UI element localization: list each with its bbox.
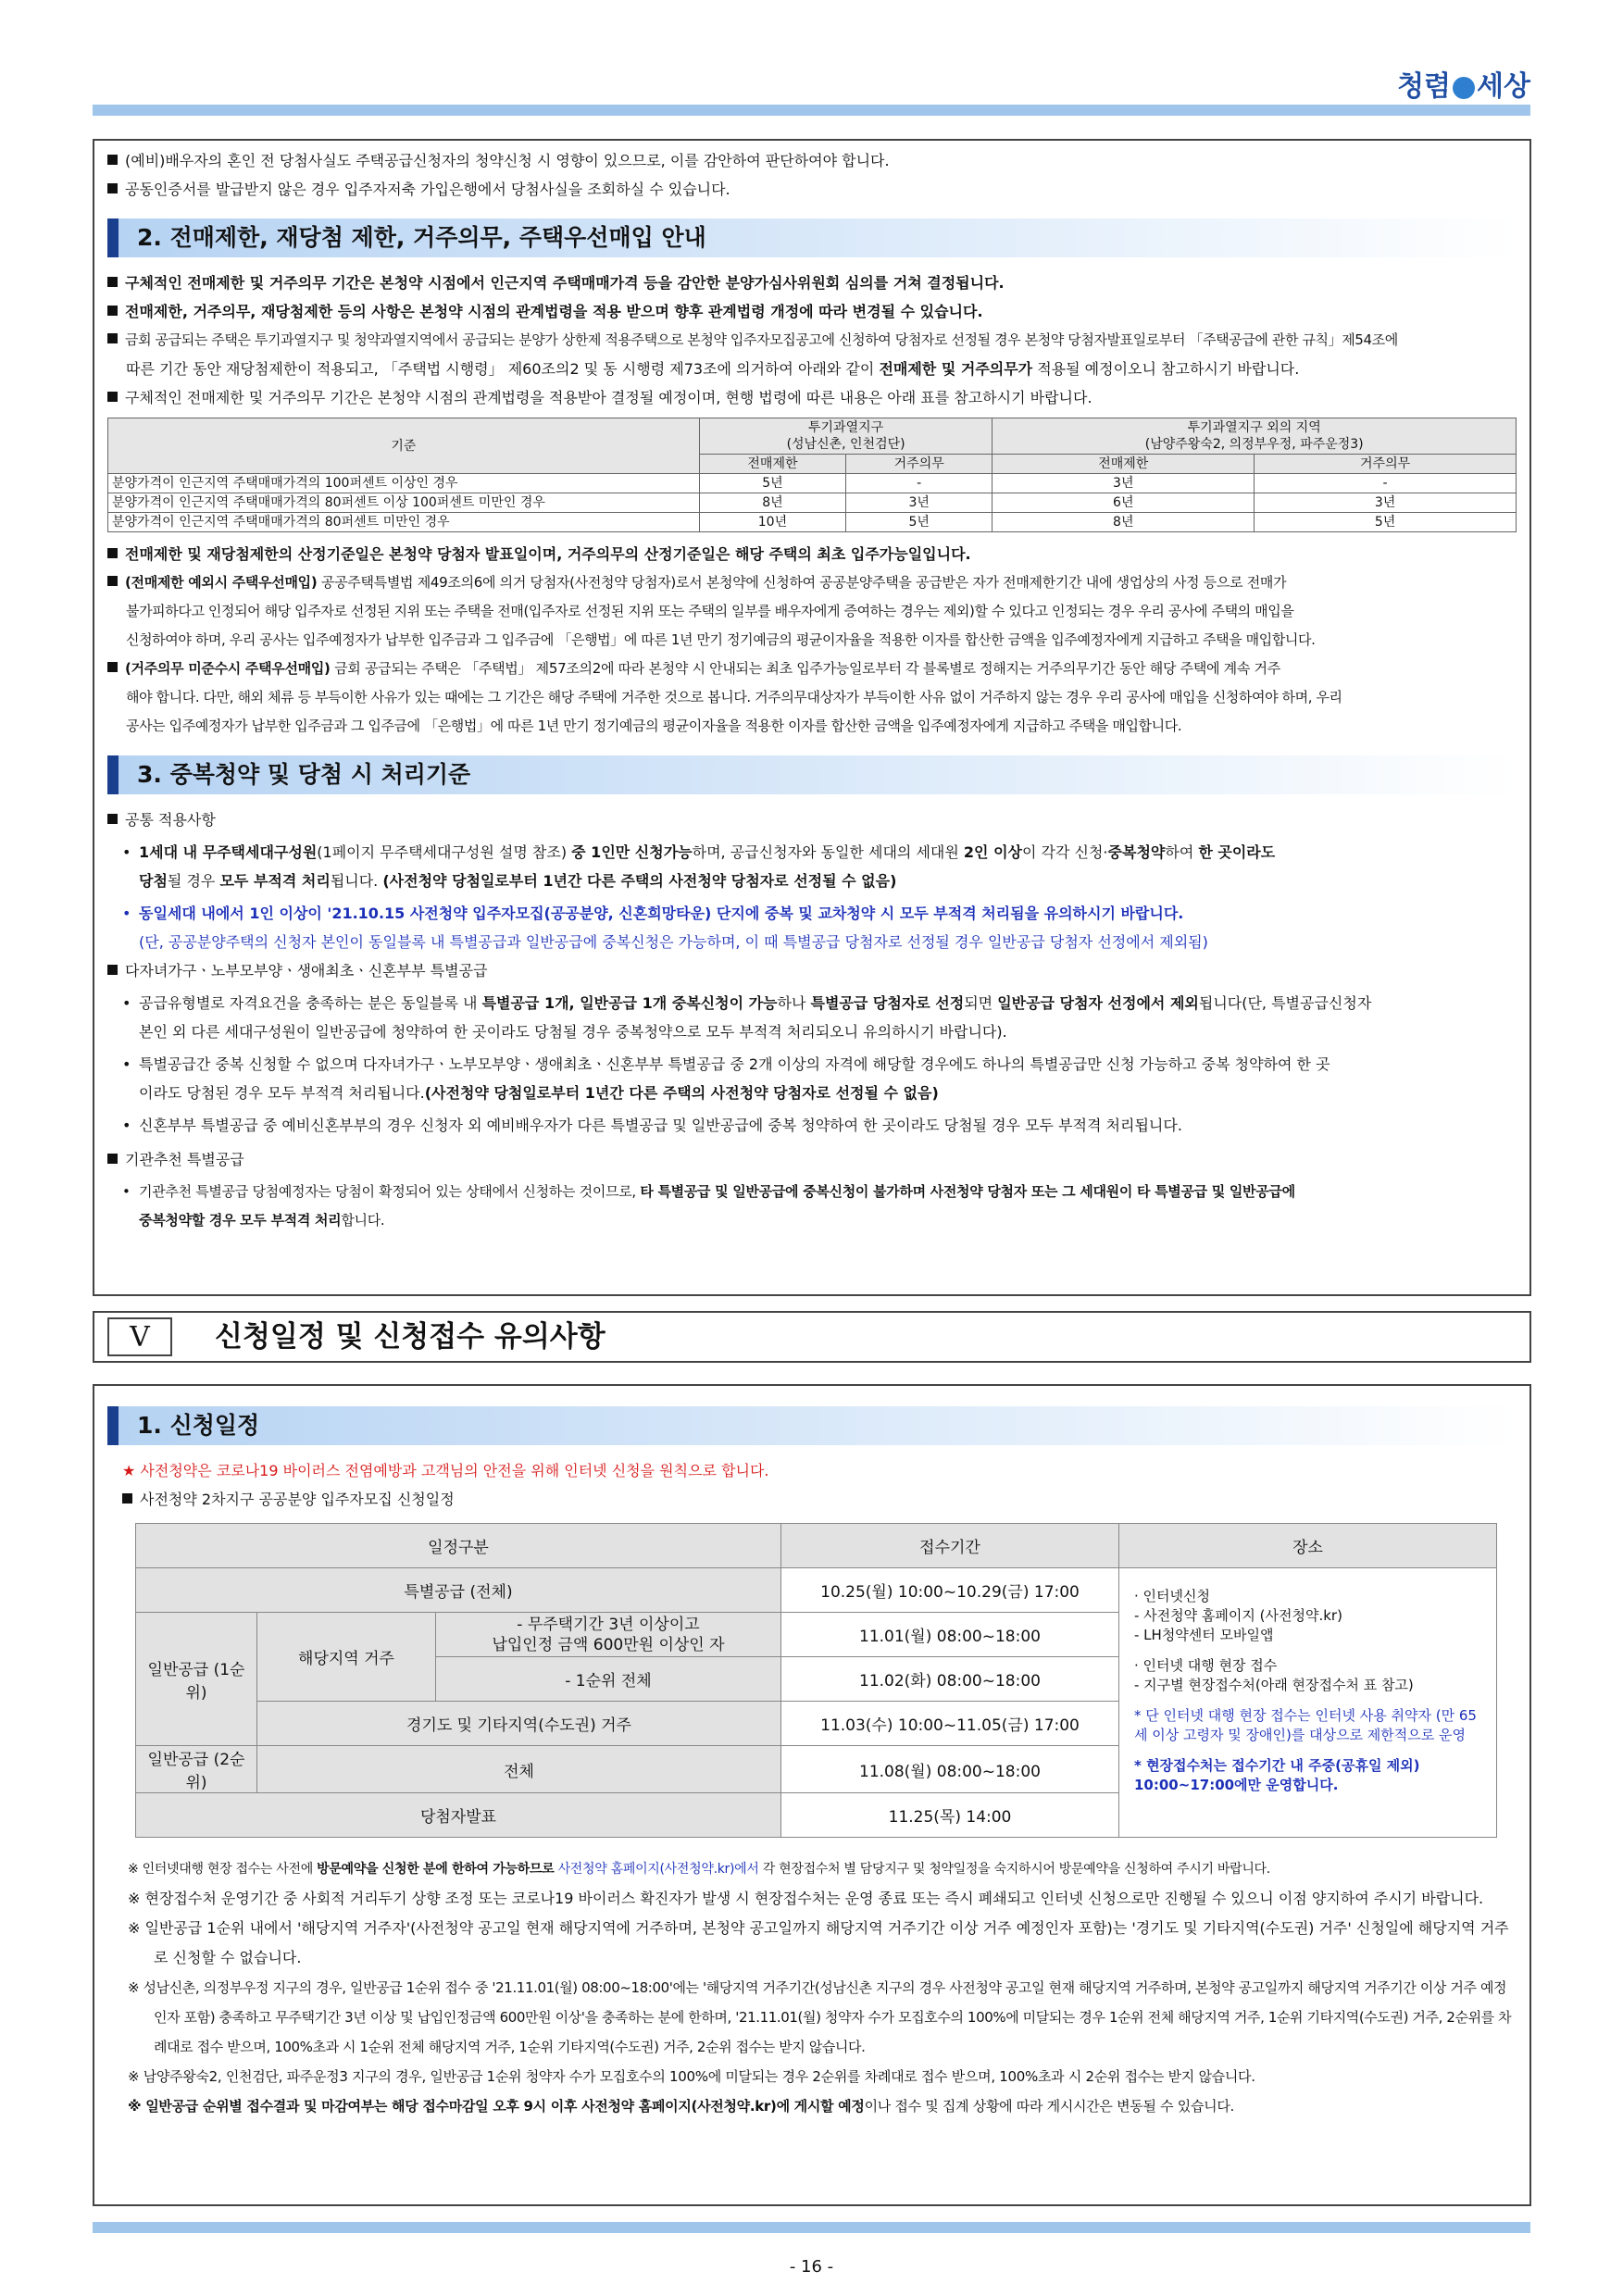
special-supply-label: 다자녀가구ㆍ노부모부양ㆍ생애최초ㆍ신혼부부 특별공급 [107, 956, 1517, 985]
table-row [108, 474, 1517, 493]
schedule-cell: 당첨자발표 [136, 1793, 781, 1838]
note-6: ※ 일반공급 순위별 접수결과 및 마감여부는 해당 접수마감일 오후 9시 이후 사전청약 홈페이지(사전청약.kr)에 게시할 예정이나 접수 및 집계 상황에 따라 게시시간은 변동될 수 있습니다. [128, 2098, 1234, 2115]
square-bullet-icon [107, 662, 118, 672]
table-cell: 분양가격이 인근지역 주택매매가격의 80퍼센트 미만인 경우 [108, 513, 700, 532]
schedule-cell: 10.25(월) 10:00~10.29(금) 17:00 [781, 1568, 1119, 1613]
resale-restriction-table [107, 418, 1517, 532]
top-rule [93, 105, 1530, 116]
schedule-cell: - 무주택기간 3년 이상이고 납입인정 금액 600만원 이상인 자 [436, 1613, 781, 1657]
section-v1-heading: 1. 신청일정 [107, 1406, 1517, 1445]
table-subheader: 전매제한 [699, 455, 845, 474]
schedule-cell: 11.08(월) 08:00~18:00 [781, 1746, 1119, 1793]
resale-para-5: 전매제한 및 재당첨제한의 산정기준일은 본청약 당첨자 발표일이며, 거주의무의 산정기준일은 해당 주택의 최초 입주가능일입니다. [107, 540, 1517, 568]
resale-para-3: 금회 공급되는 주택은 투기과열지구 및 청약과열지역에서 공급되는 분양가 상한제 적용주택으로 본청약 입주자모집공고에 신청하여 당첨자로 선정될 경우 본청약 당첨자발표일로부터 「주택공급에 관한 규칙」제54조에 [107, 326, 1517, 355]
table-row [108, 513, 1517, 532]
schedule-table [135, 1523, 1497, 1838]
footer-rule [93, 2222, 1530, 2233]
online-notice: ★ 사전청약은 코로나19 바이러스 전염예방과 고객님의 안전을 위해 인터넷 신청을 원칙으로 합니다. [122, 1462, 769, 1479]
table-cell: 분양가격이 인근지역 주택매매가격의 80퍼센트 이상 100퍼센트 미만인 경우 [108, 493, 700, 513]
schedule-cell: 경기도 및 기타지역(수도권) 거주 [257, 1702, 781, 1746]
square-bullet-icon [107, 183, 118, 193]
schedule-header-category: 일정구분 [136, 1524, 781, 1568]
table-header-overheated: 투기과열지구 (성남신촌, 인천검단) [699, 418, 993, 455]
schedule-cell: 특별공급 (전체) [136, 1568, 781, 1613]
square-bullet-icon [107, 965, 118, 975]
intro-line-2: 공동인증서를 발급받지 않은 경우 입주자저축 가입은행에서 당첨사실을 조회하실 수 있습니다. [107, 175, 1517, 204]
place-line: - 지구별 현장접수처(아래 현장접수처 표 참고) [1134, 1677, 1414, 1693]
schedule-cell: - 1순위 전체 [436, 1657, 781, 1702]
table-cell: - [846, 474, 993, 493]
table-cell: 3년 [846, 493, 993, 513]
table-cell: 5년 [846, 513, 993, 532]
chapter-heading [93, 1311, 1531, 1363]
schedule-cell: 11.03(수) 10:00~11.05(금) 17:00 [781, 1702, 1119, 1746]
square-bullet-icon [122, 1493, 132, 1504]
schedule-cell: 11.02(화) 08:00~18:00 [781, 1657, 1119, 1702]
special-item-3: • 신혼부부 특별공급 중 예비신혼부부의 경우 신청자 외 예비배우자가 다른 특별공급 및 일반공급에 중복 청약하여 한 곳이라도 당첨될 경우 모두 부적격 처리됩니다. [107, 1111, 1517, 1140]
place-line: · 인터넷 대행 현장 접수 [1134, 1657, 1278, 1674]
special-item-1: • 공급유형별로 자격요건을 충족하는 분은 동일블록 내 특별공급 1개, 일반공급 1개 중복신청이 가능하나 특별공급 당첨자로 선정되면 일반공급 당첨자 선정에서 제외됩니다(단, 특별공급신청자 본인 외 다른 세대구성원이 일반공급에 청약하여 한 곳이라도 당첨될 경우 중복청약으로 모두 부적격 처리되오니 유의하시기 바랍니다). [107, 989, 1517, 1046]
table-subheader: 거주의무 [1255, 455, 1517, 474]
note-2: ※ 현장접수처 운영기간 중 사회적 거리두기 상향 조정 또는 코로나19 바이러스 확진자가 발생 시 현장접수처는 운영 종료 또는 즉시 폐쇄되고 인터넷 신청으로만 진행될 수 있으니 이점 양지하여 주시기 바랍니다. [128, 1890, 1484, 1907]
chapter-number: Ⅴ [107, 1317, 172, 1356]
schedule-cell: 11.01(월) 08:00~18:00 [781, 1613, 1119, 1657]
note-5: ※ 남양주왕숙2, 인천검단, 파주운정3 지구의 경우, 일반공급 1순위 청약자 수가 모집호수의 100%에 미달되는 경우 2순위를 차례대로 접수 받으며, 100%초과 시 2순위 접수는 받지 않습니다. [128, 2068, 1255, 2085]
table-cell: 6년 [993, 493, 1255, 513]
resale-para-6-cont: 신청하여야 하며, 우리 공사는 입주예정자가 납부한 입주금과 그 입주금에 「은행법」에 따른 1년 만기 정기예금의 평균이자율을 적용한 이자를 합산한 금액을 입주예정자에게 지급하고 주택을 매입합니다. [126, 631, 1316, 648]
square-bullet-icon [107, 576, 118, 586]
section-2-heading: 2. 전매제한, 재당첨 제한, 거주의무, 주택우선매입 안내 [107, 218, 1517, 257]
square-bullet-icon [107, 814, 118, 824]
square-bullet-icon [107, 333, 118, 343]
note-3: ※ 일반공급 1순위 내에서 '해당지역 거주자'(사전청약 공고일 현재 해당지역에 거주하며, 본청약 공고일까지 해당지역 거주기간 이상 거주 예정인자 포함)는 '경기도 및 기타지역(수도권) 거주' 신청일에 해당지역 거주로 신청할 수 없습니다. [128, 1919, 1509, 1966]
table-cell: 3년 [1255, 493, 1517, 513]
schedule-cell: 해당지역 거주 [257, 1613, 436, 1702]
schedule-cell: 11.25(목) 14:00 [781, 1793, 1119, 1838]
square-bullet-icon [107, 1154, 118, 1164]
schedule-place-cell [1119, 1568, 1497, 1838]
square-bullet-icon [107, 155, 118, 165]
table-subheader: 전매제한 [993, 455, 1255, 474]
intro-line-1: (예비)배우자의 혼인 전 당첨사실도 주택공급신청자의 청약신청 시 영향이 있으므로, 이를 감안하여 판단하여야 합니다. [107, 146, 1517, 175]
common-item-1: • 1세대 내 무주택세대구성원(1페이지 무주택세대구성원 설명 참조) 중 1인만 신청가능하며, 공급신청자와 동일한 세대의 세대원 2인 이상이 각각 신청·중복청약하여 한 곳이라도 당첨될 경우 모두 부적격 처리됩니다. (사전청약 당첨일로부터 1년간 다른 주택의 사전청약 당첨자로 선정될 수 없음) [107, 838, 1517, 895]
resale-para-6: (전매제한 예외시 주택우선매입) 공공주택특별법 제49조의6에 의거 당첨자(사전청약 당첨자)로서 본청약에 신청하여 공공분양주택을 공급받은 자가 전매제한기간 내에 생업상의 사정 등으로 전매가 [107, 568, 1517, 597]
table-cell: 8년 [699, 493, 845, 513]
schedule-header-place: 장소 [1119, 1524, 1497, 1568]
resale-para-2: 전매제한, 거주의무, 재당첨제한 등의 사항은 본청약 시점의 관계법령을 적용 받으며 향후 관계법령 개정에 따라 변경될 수 있습니다. [107, 297, 1517, 326]
place-line: * 현장접수처는 접수기간 내 주중(공휴일 제외) 10:00~17:00에만 운영합니다. [1134, 1757, 1420, 1793]
page-number: - 16 - [789, 2257, 834, 2277]
common-item-2: • 동일세대 내에서 1인 이상이 '21.10.15 사전청약 입주자모집(공공분양, 신혼희망타운) 단지에 중복 및 교차청약 시 모두 부적격 처리됨을 유의하시기 바랍니다. (단, 공공분양주택의 신청자 본인이 동일블록 내 특별공급과 일반공급에 중복신청은 가능하며, 이 때 특별공급 당첨자로 선정될 경우 일반공급 당첨자 선정에서 제외됨) [107, 899, 1517, 956]
place-line: - LH청약센터 모바일앱 [1134, 1627, 1274, 1643]
section-box-lower [93, 1384, 1531, 2206]
schedule-cell: 일반공급 (2순위) [136, 1746, 257, 1793]
table-cell: - [1255, 474, 1517, 493]
logo: 청렴 세상 [1397, 70, 1530, 103]
schedule-cell: 일반공급 (1순위) [136, 1613, 257, 1746]
square-bullet-icon [107, 306, 118, 316]
table-cell: 10년 [699, 513, 845, 532]
square-bullet-icon [107, 277, 118, 287]
schedule-header-period: 접수기간 [781, 1524, 1119, 1568]
note-4: ※ 성남신촌, 의정부우정 지구의 경우, 일반공급 1순위 접수 중 '21.11.01(월) 08:00~18:00'에는 '해당지역 거주기간(성남신촌 지구의 경우 사전청약 공고일 현재 해당지역 거주하며, 본청약 공고일까지 해당지역 거주기간 이상 거주 예정인자 포함) 충족하고 무주택기간 3년 이상 및 납입인정금액 600만원 이상'을 충족하는 분에 한하며, '21.11.01(월) 청약자 수가 모집호수의 100%에 미달되는 경우 1순위 전체 해당지역 거주, 1순위 기타지역(수도권) 거주, 2순위를 차례대로 접수 받으며, 100%초과 시 1순위 전체 해당지역 거주, 1순위 기타지역(수도권) 거주, 2순위 접수는 받지 않습니다. [128, 1979, 1512, 2055]
table-header-non-overheated: 투기과열지구 외의 지역 (남양주왕숙2, 의정부우정, 파주운정3) [993, 418, 1517, 455]
note-1: ※ 인터넷대행 현장 접수는 사전에 방문예약을 신청한 분에 한하여 가능하므로 사전청약 홈페이지(사전청약.kr)에서 각 현장접수처 별 담당지구 및 청약일정을 숙지하시어 방문예약을 신청하여 주시기 바랍니다. [128, 1862, 1270, 1877]
place-line: - 사전청약 홈페이지 (사전청약.kr) [1134, 1607, 1342, 1624]
table-cell: 분양가격이 인근지역 주택매매가격의 100퍼센트 이상인 경우 [108, 474, 700, 493]
resale-para-1: 구체적인 전매제한 및 거주의무 기간은 본청약 시점에서 인근지역 주택매매가격 등을 감안한 분양가심사위원회 심의를 거쳐 결정됩니다. [107, 268, 1517, 297]
special-item-2: • 특별공급간 중복 신청할 수 없으며 다자녀가구ㆍ노부모부양ㆍ생애최초ㆍ신혼부부 특별공급 중 2개 이상의 자격에 해당할 경우에도 하나의 특별공급만 신청 가능하고 중복 청약하여 한 곳 이라도 당첨된 경우 모두 부적격 처리됩니다.(사전청약 당첨일로부터 1년간 다른 주택의 사전청약 당첨자로 선정될 수 없음) [107, 1050, 1517, 1107]
section-3-heading: 3. 중복청약 및 당첨 시 처리기준 [107, 755, 1517, 794]
logo-emblem-icon [1453, 77, 1475, 99]
resale-para-7: (거주의무 미준수시 주택우선매입) 금회 공급되는 주택은 「주택법」 제57조의2에 따라 본청약 시 안내되는 최초 입주가능일로부터 각 블록별로 정해지는 거주의무기간 동안 해당 주택에 계속 거주 [107, 655, 1517, 683]
resale-para-4: 구체적인 전매제한 및 거주의무 기간은 본청약 시점의 관계법령을 적용받아 결정될 예정이며, 현행 법령에 따른 내용은 아래 표를 참고하시기 바랍니다. [107, 383, 1517, 412]
place-line: * 단 인터넷 대행 현장 접수는 인터넷 사용 취약자 (만 65세 이상 고령자 및 장애인)를 대상으로 제한적으로 운영 [1134, 1707, 1477, 1743]
table-cell: 3년 [993, 474, 1255, 493]
resale-para-6-cont: 불가피하다고 인정되어 해당 입주자로 선정된 지위 또는 주택을 전매(입주자로 선정된 지위 또는 주택의 일부를 배우자에게 증여하는 경우는 제외)할 수 있다고 인정되는 경우 우리 공사에 주택의 매입을 [126, 603, 1294, 619]
schedule-cell: 전체 [257, 1746, 781, 1793]
square-bullet-icon [107, 548, 118, 558]
square-bullet-icon [107, 392, 118, 402]
common-label: 공통 적용사항 [107, 805, 1517, 834]
table-subheader: 거주의무 [846, 455, 993, 474]
table-cell: 8년 [993, 513, 1255, 532]
resale-para-7-cont: 해야 합니다. 다만, 해외 체류 등 부득이한 사유가 있는 때에는 그 기간은 해당 주택에 거주한 것으로 봅니다. 거주의무대상자가 부득이한 사유 없이 거주하지 않는 경우 우리 공사에 매입을 신청하여야 하며, 우리 [126, 689, 1342, 705]
institution-label: 기관추천 특별공급 [107, 1145, 1517, 1174]
resale-para-3-cont: 따른 기간 동안 재당첨제한이 적용되고, 「주택법 시행령」 제60조의2 및 동 시행령 제73조에 의거하여 아래와 같이 전매제한 및 거주의무가 적용될 예정이오니 참고하시기 바랍니다. [126, 360, 1300, 378]
place-line: · 인터넷신청 [1134, 1588, 1210, 1604]
institution-item-1: • 기관추천 특별공급 당첨예정자는 당첨이 확정되어 있는 상태에서 신청하는 것이므로, 타 특별공급 및 일반공급에 중복신청이 불가하며 사전청약 당첨자 또는 그 세대원이 타 특별공급 및 일반공급에 중복청약할 경우 모두 부적격 처리합니다. [107, 1178, 1517, 1235]
resale-para-7-cont: 공사는 입주예정자가 납부한 입주금과 그 입주금에 「은행법」에 따른 1년 만기 정기예금의 평균이자율을 적용한 이자를 합산한 금액을 입주예정자에게 지급하고 주택을 매입합니다. [126, 718, 1182, 734]
table-cell: 5년 [699, 474, 845, 493]
section-box-upper [93, 139, 1531, 1296]
chapter-title: 신청일정 및 신청접수 유의사항 [215, 1320, 606, 1354]
schedule-label: 사전청약 2차지구 공공분양 입주자모집 신청일정 [107, 1485, 1517, 1514]
table-row [108, 493, 1517, 513]
table-cell: 5년 [1255, 513, 1517, 532]
table-header-criteria: 기준 [108, 418, 700, 474]
